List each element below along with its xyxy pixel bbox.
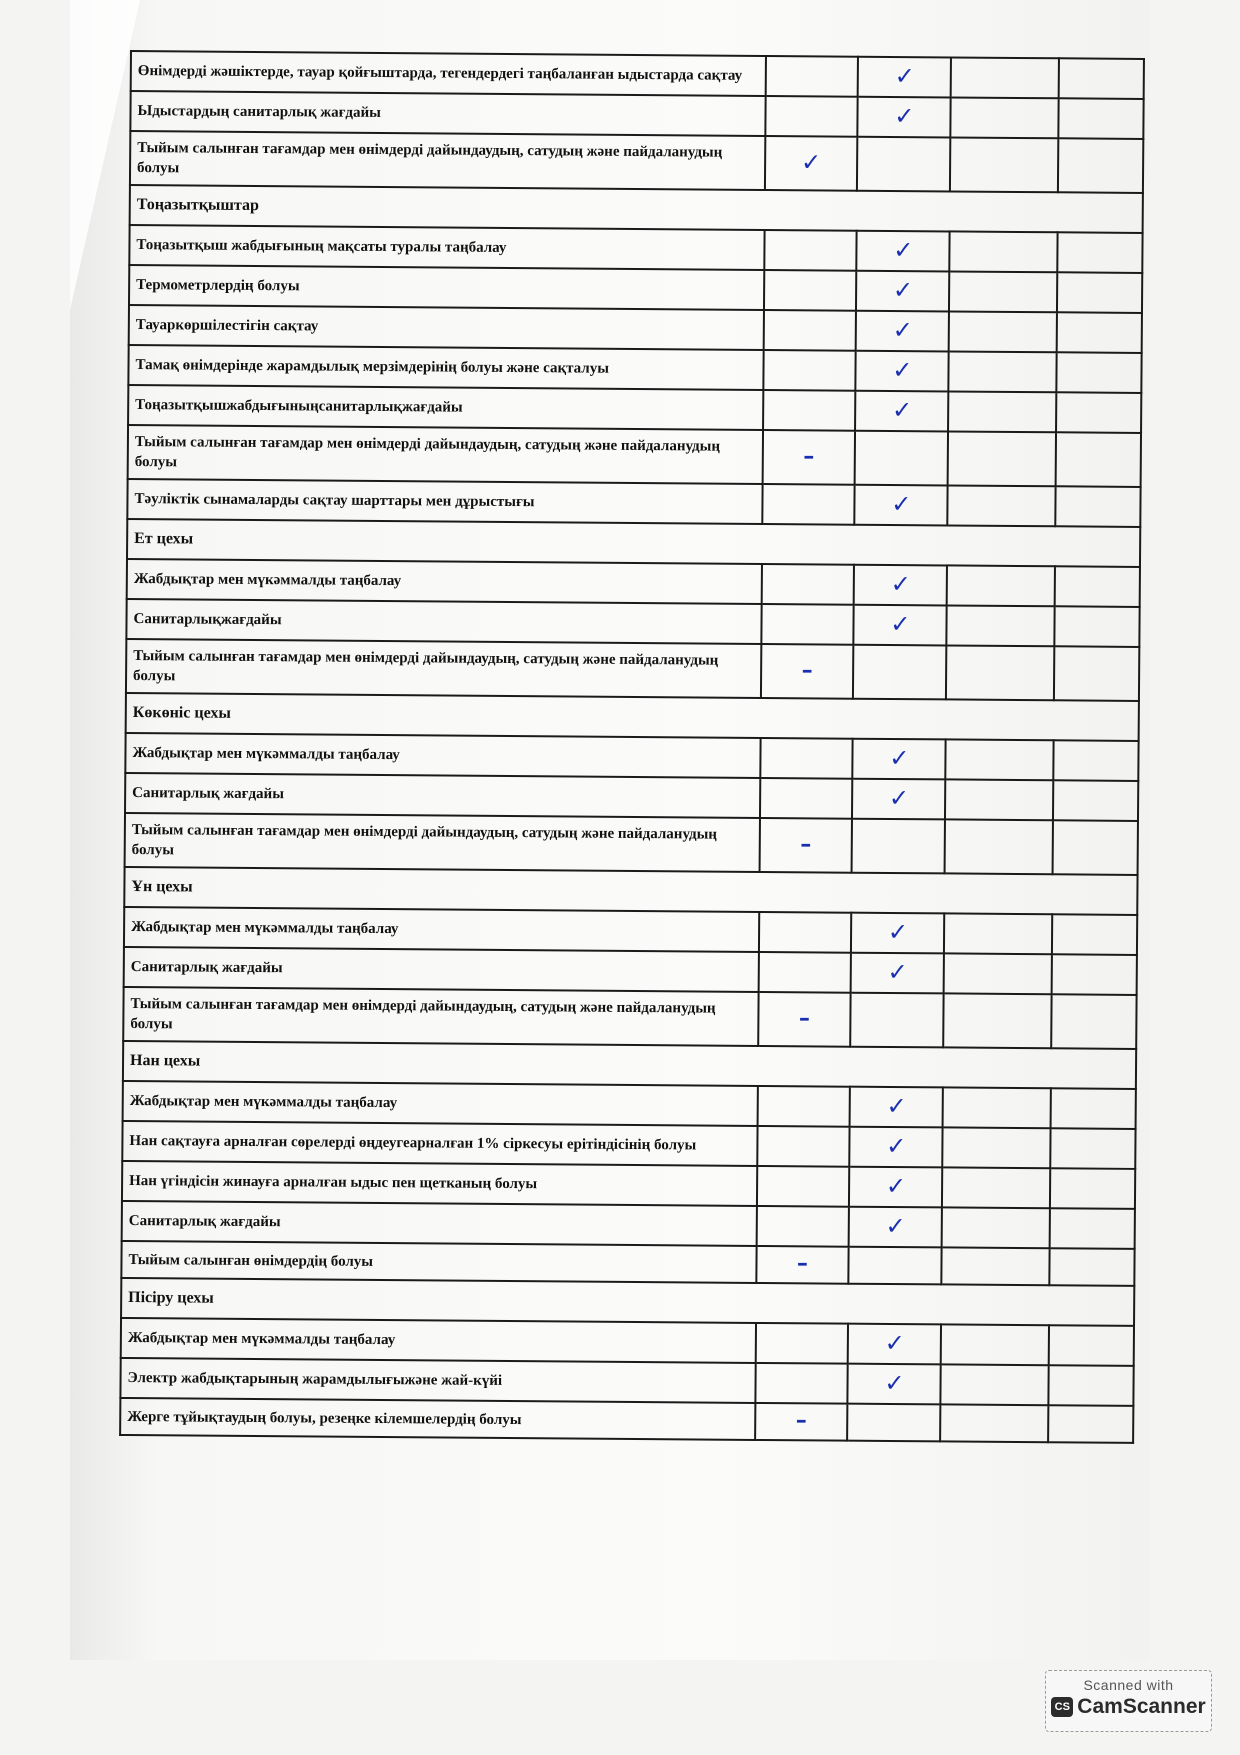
mark-cell-col-1 xyxy=(764,136,857,191)
mark-cell-col-1 xyxy=(764,270,857,311)
requirement-label: Тамақ өнімдерінде жарамдылық мерзімдерінің болуы және сақталуы xyxy=(128,345,763,390)
mark-cell-col-2 xyxy=(850,1127,943,1168)
requirement-label: Тыйым салынған тағамдар мен өнімдерді дайындаудың, сатудың және пайдаланудың болуы xyxy=(125,813,760,872)
section-title: Тоңазытқыштар xyxy=(130,185,1143,233)
mark-cell-col-4 xyxy=(1048,1405,1133,1443)
camscanner-logo-icon: CS xyxy=(1051,1697,1073,1717)
section-title: Нан цехы xyxy=(123,1041,1136,1089)
mark-cell-col-4 xyxy=(1059,58,1144,99)
section-title: Көкөніс цехы xyxy=(126,693,1139,741)
mark-cell-col-3 xyxy=(949,351,1057,392)
mark-cell-col-4 xyxy=(1052,954,1137,995)
checkmark-icon: ✓ xyxy=(892,276,914,305)
mark-cell-col-3 xyxy=(950,137,1058,192)
mark-cell-col-3 xyxy=(944,993,1052,1048)
checklist-row xyxy=(130,131,1143,193)
mark-cell-col-4 xyxy=(1050,1168,1135,1209)
requirement-label: Тоңазытқыш жабдығының мақсаты туралы таңбалау xyxy=(129,225,764,270)
checkmark-icon: ✓ xyxy=(885,1211,906,1241)
requirement-label: Жабдықтар мен мүкәммалды таңбалау xyxy=(123,1081,758,1126)
mark-cell-col-4 xyxy=(1049,1248,1134,1286)
mark-cell-col-3 xyxy=(944,913,1052,954)
mark-cell-col-2 xyxy=(854,565,947,606)
mark-cell-col-4 xyxy=(1051,994,1136,1049)
mark-cell-col-2 xyxy=(851,953,944,994)
dash-mark-icon: – xyxy=(801,657,813,683)
mark-cell-col-4 xyxy=(1054,646,1139,701)
mark-cell-col-1 xyxy=(758,912,851,953)
mark-cell-col-1 xyxy=(757,1086,850,1127)
mark-cell-col-3 xyxy=(941,1324,1049,1365)
mark-cell-col-2 xyxy=(848,1364,941,1405)
mark-cell-col-1 xyxy=(756,1166,849,1207)
inspection-checklist-table xyxy=(119,50,1145,1444)
dash-mark-icon: – xyxy=(800,831,812,857)
dash-mark-icon: – xyxy=(798,1005,810,1031)
mark-cell-col-1 xyxy=(765,96,858,137)
mark-cell-col-4 xyxy=(1053,740,1138,781)
requirement-label: Нан үгіндісін жинауға арналған ыдыс пен щетканың болуы xyxy=(122,1161,757,1206)
mark-cell-col-1 xyxy=(762,484,855,525)
checkmark-icon: ✓ xyxy=(884,1368,905,1398)
watermark-brand-row xyxy=(1046,1695,1211,1719)
requirement-label: Санитарлық жағдайы xyxy=(125,773,760,818)
requirement-label: Ыдыстардың санитарлық жағдайы xyxy=(130,91,765,136)
mark-cell-col-3 xyxy=(944,953,1052,994)
mark-cell-col-4 xyxy=(1050,1208,1135,1249)
mark-cell-col-4 xyxy=(1055,566,1140,607)
mark-cell-col-2 xyxy=(848,1404,941,1442)
mark-cell-col-2 xyxy=(856,271,949,312)
mark-cell-col-3 xyxy=(948,391,1056,432)
checkmark-icon: ✓ xyxy=(885,1171,907,1201)
dash-mark-icon: – xyxy=(796,1251,809,1277)
checklist-row xyxy=(128,425,1141,487)
section-title: Ұн цехы xyxy=(124,867,1137,915)
checklist-row xyxy=(123,987,1136,1049)
mark-cell-col-2 xyxy=(851,913,944,954)
requirement-label: Жерге тұйықтаудың болуы, резеңке кілемшелердің болуы xyxy=(120,1398,755,1440)
mark-cell-col-2 xyxy=(858,97,951,138)
mark-cell-col-3 xyxy=(951,97,1059,138)
mark-cell-col-3 xyxy=(942,1207,1050,1248)
mark-cell-col-4 xyxy=(1057,272,1142,313)
mark-cell-col-1 xyxy=(763,390,856,431)
checkmark-icon: ✓ xyxy=(892,315,913,345)
mark-cell-col-1 xyxy=(755,1363,848,1404)
mark-cell-col-4 xyxy=(1049,1325,1134,1366)
section-title: Пісіру цехы xyxy=(121,1278,1134,1326)
requirement-label: Тыйым салынған тағамдар мен өнімдерді дайындаудың, сатудың және пайдаланудың болуы xyxy=(130,131,765,190)
mark-cell-col-2 xyxy=(857,231,950,272)
mark-cell-col-2 xyxy=(851,993,944,1048)
requirement-label: Өнімдерді жәшіктерде, тауар қойғыштарда, тегендердегі таңбаланған ыдыстарда сақтау xyxy=(131,51,766,96)
mark-cell-col-1 xyxy=(760,644,853,699)
mark-cell-col-3 xyxy=(941,1364,1049,1405)
camscanner-watermark xyxy=(1045,1670,1212,1732)
requirement-label: Тыйым салынған тағамдар мен өнімдерді дайындаудың, сатудың және пайдаланудың болуы xyxy=(128,425,763,484)
mark-cell-col-3 xyxy=(948,431,1056,486)
mark-cell-col-1 xyxy=(761,604,854,645)
dash-mark-icon: – xyxy=(803,443,815,469)
mark-cell-col-2 xyxy=(857,137,950,192)
checkmark-icon: ✓ xyxy=(890,569,911,599)
mark-cell-col-4 xyxy=(1055,486,1140,527)
checkmark-icon: ✓ xyxy=(886,1091,907,1121)
checkmark-icon: ✓ xyxy=(893,236,914,265)
mark-cell-col-3 xyxy=(945,819,1053,874)
mark-cell-col-3 xyxy=(947,565,1055,606)
checklist-rows xyxy=(120,51,1144,1443)
requirement-label: Тыйым салынған тағамдар мен өнімдерді дайындаудың, сатудың және пайдаланудың болуы xyxy=(126,639,761,698)
checklist-row xyxy=(125,813,1138,875)
checkmark-icon: ✓ xyxy=(884,1328,905,1358)
mark-cell-col-4 xyxy=(1058,138,1143,193)
requirement-label: Тоңазытқышжабдығыныңсанитарлықжағдайы xyxy=(128,385,763,430)
mark-cell-col-3 xyxy=(947,605,1055,646)
mark-cell-col-2 xyxy=(858,57,951,98)
dash-mark-icon: – xyxy=(795,1408,807,1434)
checkmark-icon: ✓ xyxy=(887,957,908,987)
checkmark-icon: ✓ xyxy=(894,102,915,131)
requirement-label: Тауаркөршілестігін сақтау xyxy=(129,305,764,350)
requirement-label: Жабдықтар мен мүкәммалды таңбалау xyxy=(124,907,759,952)
mark-cell-col-4 xyxy=(1053,780,1138,821)
mark-cell-col-1 xyxy=(760,778,853,819)
requirement-label: Нан сақтауға арналған сөрелерді өңдеугеарналған 1% сіркесуы ерітіндісінің болуы xyxy=(122,1121,757,1166)
requirement-label: Жабдықтар мен мүкәммалды таңбалау xyxy=(121,1318,756,1363)
mark-cell-col-2 xyxy=(850,1087,943,1128)
mark-cell-col-3 xyxy=(949,311,1057,352)
mark-cell-col-4 xyxy=(1058,98,1143,139)
mark-cell-col-3 xyxy=(943,1127,1051,1168)
requirement-label: Тәуліктік сынамаларды сақтау шарттары мен дұрыстығы xyxy=(127,479,762,524)
requirement-label: Санитарлық жағдайы xyxy=(124,947,759,992)
mark-cell-col-3 xyxy=(945,779,1053,820)
mark-cell-col-4 xyxy=(1048,1365,1133,1406)
watermark-caption: Scanned with xyxy=(1083,1677,1174,1693)
mark-cell-col-4 xyxy=(1051,1088,1136,1129)
mark-cell-col-1 xyxy=(760,738,853,779)
checkmark-icon: ✓ xyxy=(892,355,913,385)
requirement-label: Санитарлық жағдайы xyxy=(122,1201,757,1246)
requirement-label: Санитарлықжағдайы xyxy=(126,599,761,644)
mark-cell-col-1 xyxy=(755,1323,848,1364)
mark-cell-col-2 xyxy=(853,645,946,700)
mark-cell-col-1 xyxy=(764,230,857,271)
mark-cell-col-1 xyxy=(755,1403,848,1441)
mark-cell-col-2 xyxy=(852,819,945,874)
mark-cell-col-1 xyxy=(765,56,858,97)
mark-cell-col-3 xyxy=(940,1404,1048,1442)
mark-cell-col-4 xyxy=(1056,392,1141,433)
mark-cell-col-2 xyxy=(849,1247,942,1285)
mark-cell-col-1 xyxy=(759,818,852,873)
mark-cell-col-3 xyxy=(946,739,1054,780)
checklist-row xyxy=(120,1398,1133,1443)
mark-cell-col-3 xyxy=(942,1167,1050,1208)
checkmark-icon: ✓ xyxy=(890,609,911,639)
checkmark-icon: ✓ xyxy=(891,395,913,425)
mark-cell-col-4 xyxy=(1050,1128,1135,1169)
mark-cell-col-2 xyxy=(854,605,947,646)
mark-cell-col-2 xyxy=(852,779,945,820)
mark-cell-col-1 xyxy=(763,310,856,351)
mark-cell-col-4 xyxy=(1057,312,1142,353)
mark-cell-col-2 xyxy=(855,431,948,486)
checkmark-icon: ✓ xyxy=(891,489,912,519)
mark-cell-col-2 xyxy=(849,1167,942,1208)
checkmark-icon: ✓ xyxy=(894,62,915,91)
mark-cell-col-1 xyxy=(761,564,854,605)
requirement-label: Жабдықтар мен мүкәммалды таңбалау xyxy=(127,559,762,604)
checkmark-icon: ✓ xyxy=(887,917,909,947)
mark-cell-col-2 xyxy=(855,485,948,526)
mark-cell-col-4 xyxy=(1056,352,1141,393)
requirement-label: Электр жабдықтарының жарамдылығыжәне жай-күйі xyxy=(120,1358,755,1403)
mark-cell-col-1 xyxy=(756,1246,849,1284)
mark-cell-col-2 xyxy=(856,351,949,392)
mark-cell-col-2 xyxy=(856,311,949,352)
mark-cell-col-3 xyxy=(943,1087,1051,1128)
mark-cell-col-4 xyxy=(1053,820,1138,875)
mark-cell-col-1 xyxy=(756,1206,849,1247)
mark-cell-col-1 xyxy=(762,430,855,485)
mark-cell-col-1 xyxy=(763,350,856,391)
mark-cell-col-1 xyxy=(758,952,851,993)
mark-cell-col-2 xyxy=(855,391,948,432)
mark-cell-col-2 xyxy=(853,739,946,780)
mark-cell-col-2 xyxy=(849,1207,942,1248)
mark-cell-col-4 xyxy=(1054,606,1139,647)
mark-cell-col-2 xyxy=(848,1324,941,1365)
checkmark-icon: ✓ xyxy=(886,1131,907,1161)
mark-cell-col-1 xyxy=(758,992,851,1047)
checkmark-icon: ✓ xyxy=(889,743,910,773)
watermark-brand: CamScanner xyxy=(1077,1695,1206,1718)
checklist-row xyxy=(126,639,1139,701)
requirement-label: Термометрлердің болуы xyxy=(129,265,764,310)
mark-cell-col-4 xyxy=(1056,432,1141,487)
mark-cell-col-3 xyxy=(946,645,1054,700)
mark-cell-col-4 xyxy=(1057,232,1142,273)
requirement-label: Тыйым салынған өнімдердің болуы xyxy=(121,1241,756,1283)
mark-cell-col-1 xyxy=(757,1126,850,1167)
mark-cell-col-3 xyxy=(949,271,1057,312)
requirement-label: Тыйым салынған тағамдар мен өнімдерді дайындаудың, сатудың және пайдаланудың болуы xyxy=(123,987,758,1046)
mark-cell-col-3 xyxy=(948,485,1056,526)
section-title: Ет цехы xyxy=(127,519,1140,567)
mark-cell-col-3 xyxy=(950,231,1058,272)
requirement-label: Жабдықтар мен мүкәммалды таңбалау xyxy=(125,733,760,778)
checkmark-icon: ✓ xyxy=(800,148,822,177)
mark-cell-col-3 xyxy=(951,57,1059,98)
mark-cell-col-4 xyxy=(1052,914,1137,955)
checkmark-icon: ✓ xyxy=(888,783,910,813)
mark-cell-col-3 xyxy=(942,1247,1050,1285)
